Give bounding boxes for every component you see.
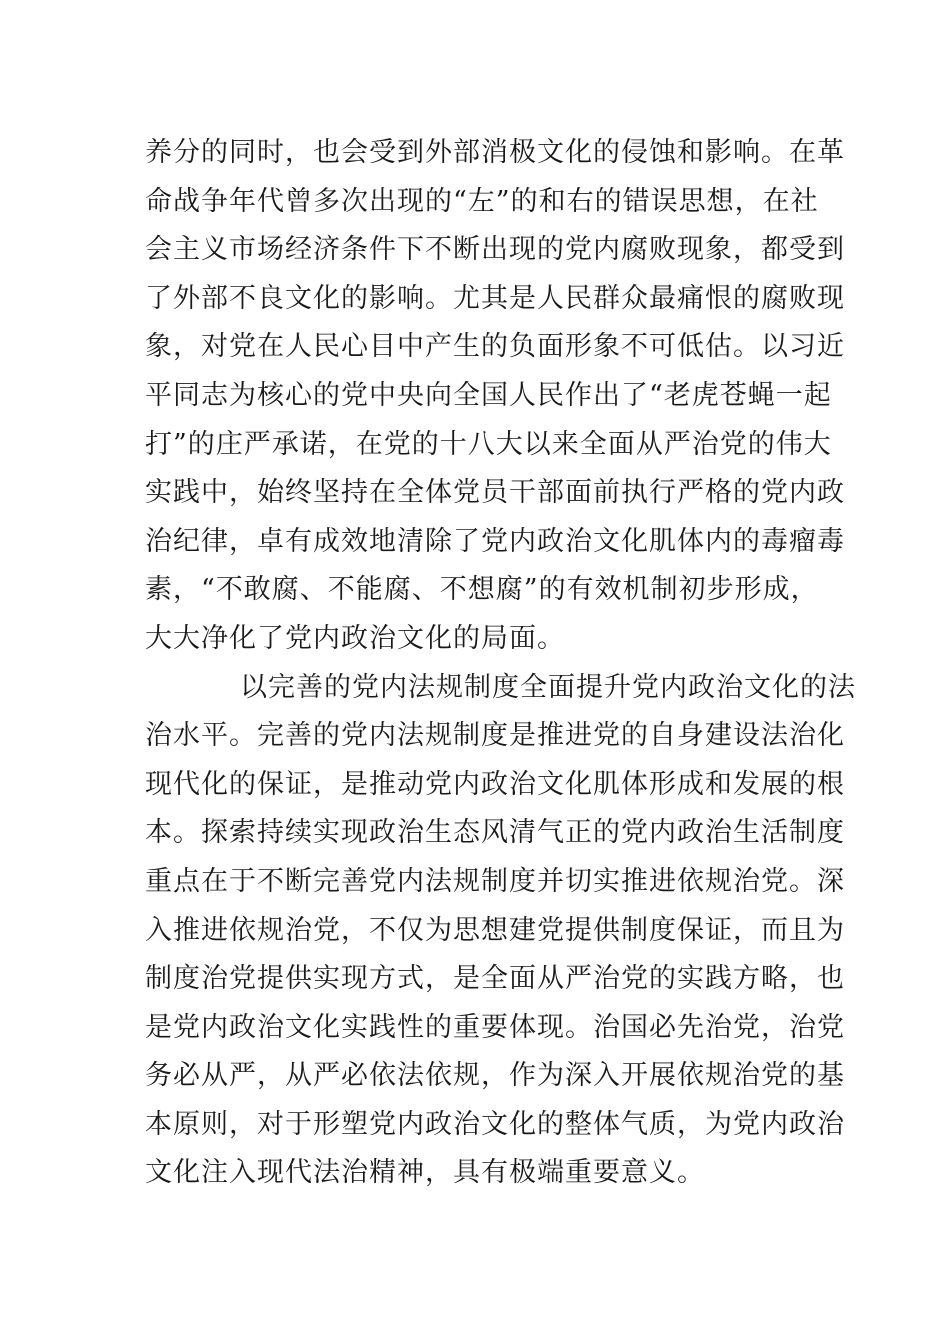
text-line: 素，“不敢腐、不能腐、不想腐”的有效机制初步形成， bbox=[145, 574, 819, 606]
paragraph-1 bbox=[145, 129, 845, 664]
text-line: 平同志为核心的党中央向全国人民作出了“老虎苍蝇一起 bbox=[145, 379, 832, 411]
text-line-last: 大大净化了党内政治文化的局面。 bbox=[145, 622, 565, 654]
text-line: 制度治党提供实现方式，是全面从严治党的实践方略，也 bbox=[145, 963, 845, 995]
text-line: 现代化的保证，是推动党内政治文化肌体形成和发展的根 bbox=[145, 768, 845, 800]
text-line-last: 文化注入现代法治精神，具有极端重要意义。 bbox=[145, 1157, 705, 1189]
document-body bbox=[145, 129, 856, 1198]
text-line: 是党内政治文化实践性的重要体现。治国必先治党，治党 bbox=[145, 1011, 845, 1043]
text-line: 治水平。完善的党内法规制度是推进党的自身建设法治化 bbox=[145, 720, 845, 752]
text-line: 务必从严，从严必依法依规，作为深入开展依规治党的基 bbox=[145, 1060, 845, 1092]
text-line: 本。探索持续实现政治生态风清气正的党内政治生活制度 bbox=[145, 817, 845, 849]
text-line: 本原则，对于形塑党内政治文化的整体气质，为党内政治 bbox=[145, 1108, 845, 1140]
text-line: 入推进依规治党，不仅为思想建党提供制度保证，而且为 bbox=[145, 914, 845, 946]
paragraph-2 bbox=[145, 664, 856, 1199]
text-line: 实践中，始终坚持在全体党员干部面前执行严格的党内政 bbox=[145, 477, 845, 509]
text-line: 会主义市场经济条件下不断出现的党内腐败现象，都受到 bbox=[145, 234, 845, 266]
text-line: 象，对党在人民心目中产生的负面形象不可低估。以习近 bbox=[145, 331, 845, 363]
text-line: 打”的庄严承诺，在党的十八大以来全面从严治党的伟大 bbox=[145, 428, 832, 460]
text-line: 了外部不良文化的影响。尤其是人民群众最痛恨的腐败现 bbox=[145, 282, 845, 314]
text-line: 治纪律，卓有成效地清除了党内政治文化肌体内的毒瘤毒 bbox=[145, 525, 845, 557]
text-line: 重点在于不断完善党内法规制度并切实推进依规治党。深 bbox=[145, 865, 845, 897]
text-line-first: 以完善的党内法规制度全面提升党内政治文化的法 bbox=[240, 671, 856, 703]
text-line: 养分的同时，也会受到外部消极文化的侵蚀和影响。在革 bbox=[145, 137, 845, 168]
text-line: 命战争年代曾多次出现的“左”的和右的错误思想，在社 bbox=[145, 185, 819, 217]
